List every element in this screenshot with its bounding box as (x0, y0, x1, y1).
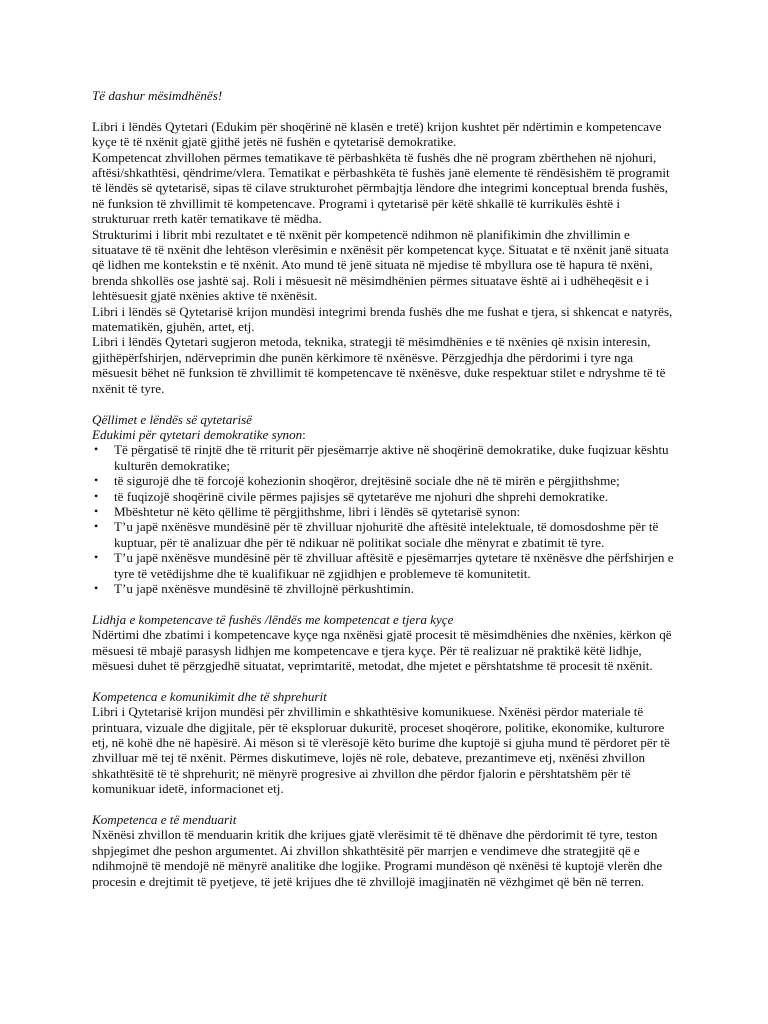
bullet-icon: • (94, 580, 99, 595)
list-item-text: T’u japë nxënësve mundësinë për të zhvilluar aftësitë e pjesëmarrjes qytetare të nxënësve dhe përfshirjen e tyre të vetëdijshme dhe të kualifikuar në zgjidhjen e problemeve të komunitetit. (114, 550, 674, 581)
bullet-icon: • (94, 442, 99, 457)
intro-paragraph: Kompetencat zhvillohen përmes tematikave të përbashkëta të fushës dhe në program zbërthehen në njohuri, aftësi/shkathtësi, qëndrime/vlera. Tematikat e përbashkëta të fushës janë elemente të rëndësishëm të programit të lëndës së qytetarisë, sipas të cilave strukturohet përmbajtja lëndore dhe integrimi konceptual brenda fushës, në funksion të zhvillimit të kompetencave. Programi i qytetarisë për këtë shkallë të kurrikulës është i strukturuar rreth katër tematikave të mëdha. (92, 149, 670, 227)
greeting: Të dashur mësimdhënës! (92, 88, 223, 103)
list-item-text: të sigurojë dhe të forcojë kohezionin shoqëror, drejtësinë sociale dhe në të mirën e përgjithshme; (114, 473, 620, 489)
list-item (92, 581, 678, 596)
goals-subheading-colon: : (302, 426, 306, 442)
list-item (92, 489, 678, 504)
bullet-icon: • (94, 503, 99, 518)
section-heading: Kompetenca e komunikimit dhe të shprehurit (92, 688, 327, 704)
section-heading: Lidhja e kompetencave të fushës /lëndës me kompetencat e tjera kyçe (92, 611, 454, 627)
section-heading: Kompetenca e të menduarit (92, 812, 237, 828)
intro-paragraph: Strukturimi i librit mbi rezultatet e të nxënit për kompetencë ndihmon në planifikimin dhe zhvillimin e situatave të të nxënit dhe lehtëson vlerësimin e nxënësit për kompetencat kyçe. Situatat e të nxënit janë situata që lidhen me kontekstin e të nxënit. Ato mund të jenë situata në mjedise të mbyllura ose të hapura të nxëni, brenda shkollës ose jashtë saj. Roli i mësuesit në mësimdhënien përmes situatave është ai i udhëheqësit e i lehtësuesit gjatë nxënies aktive të nxënësit. (92, 226, 669, 304)
list-item (92, 504, 678, 519)
spacer (92, 797, 678, 812)
intro-paragraph: Libri i lëndës së Qytetarisë krijon mundësi integrimi brenda fushës dhe me fushat e tjera, si shkencat e natyrës, matematikën, gjuhën, artet, etj. (92, 303, 673, 335)
spacer (92, 103, 678, 118)
list-item (92, 519, 678, 550)
intro-paragraph: Libri i lëndës Qytetari (Edukim për shoqërinë në klasën e tretë) krijon kushtet për ndërtimin e kompetencave kyçe të të nxënit gjatë gjithë jetës në fushën e qytetarisë demokratike. (92, 118, 662, 150)
goals-subheading-line (92, 427, 678, 442)
goals-subheading: Edukimi për qytetari demokratike synon (92, 426, 303, 442)
list-item (92, 550, 678, 581)
intro-paragraph: Libri i lëndës Qytetari sugjeron metoda, teknika, strategji të mësimdhënies e të nxënies që nxisin interesin, gjithëpërfshirjen, ndërveprimin dhe punën kërkimore të nxënësve. Përzgjedhja dhe përdorimi i tyre nga mësuesit bëhet në funksion të zhvillimit të kompetencave të nxënësve, duke respektuar stilet e ndryshme të të nxënit të tyre. (92, 334, 666, 396)
list-item-text: Mbështetur në këto qëllime të përgjithshme, libri i lëndës së qytetarisë synon: (114, 503, 521, 519)
list-item-text: të fuqizojë shoqërinë civile përmes pajisjes së qytetarëve me njohuri dhe shprehi demokratike. (114, 488, 609, 504)
spacer (92, 673, 678, 688)
spacer (92, 596, 678, 611)
document-page (92, 88, 678, 889)
section-body: Libri i Qytetarisë krijon mundësi për zhvillimin e shkathtësive komunikuese. Nxënësi përdor materiale të printuara, vizuale dhe digjitale, për të eksploruar dukuritë, proceset shoqërore, politike, ekonomike, kulturore etj, në kohë dhe në hapësirë. Ai mëson si të vlerësojë këto burime dhe kuptojë si gjuha mund të përdoret për të zhvilluar më tej të nxënit. Përmes diskutimeve, lojës në role, debateve, prezantimeve etj, nxënësi zhvillon shkathtësitë të të shprehurit; në mënyrë progresive ai zhvillon dhe përdor fjalorin e përshtatshëm për të komunikuar idetë, informacionet etj. (92, 704, 670, 797)
list-item (92, 442, 678, 473)
list-item (92, 473, 678, 488)
goals-heading: Qëllimet e lëndës së qytetarisë (92, 411, 252, 427)
bullet-icon: • (94, 519, 99, 534)
bullet-icon: • (94, 473, 99, 488)
spacer (92, 396, 678, 411)
list-item-text: T’u japë nxënësve mundësinë të zhvillojnë përkushtimin. (114, 580, 414, 596)
section-body: Ndërtimi dhe zbatimi i kompetencave kyçe nga nxënësi gjatë procesit të mësimdhënies dhe nxënies, kërkon që mësuesi të mbajë parasysh lidhjen me kompetencave e tjera kyçe. Për të realizuar në praktikë këtë lidhje, mësuesi duhet të përzgjedhë situatat, veprimtaritë, metodat, dhe mjetet e përshtatshme të procesit të nxënit. (92, 627, 672, 673)
list-item-text: T’u japë nxënësve mundësinë për të zhvilluar njohuritë dhe aftësitë intelektuale, të domosdoshme për të kuptuar, për të analizuar dhe për të ndikuar në politikat sociale dhe mënyrat e zbatimit të tyre. (114, 519, 659, 550)
bullet-icon: • (94, 550, 99, 565)
section-body: Nxënësi zhvillon të menduarin kritik dhe krijues gjatë vlerësimit të të dhënave dhe përdorimit të tyre, teston shpjegimet dhe peshon argumentet. Ai zhvillon shkathtësitë për marrjen e vendimeve dhe strategjitë që e ndihmojnë të mendojë në mënyrë analitike dhe logjike. Programi mundëson që nxënësi të kuptojë vlerën dhe procesin e drejtimit të pyetjeve, të jetë krijues dhe të zhvillojë imagjinatën në vëzhgimet që bën në terren. (92, 827, 663, 889)
goals-list (92, 442, 678, 596)
list-item-text: Të përgatisë të rinjtë dhe të rriturit për pjesëmarrje aktive në shoqërinë demokratike, duke fuqizuar kështu kulturën demokratike; (114, 442, 669, 473)
bullet-icon: • (94, 488, 99, 503)
